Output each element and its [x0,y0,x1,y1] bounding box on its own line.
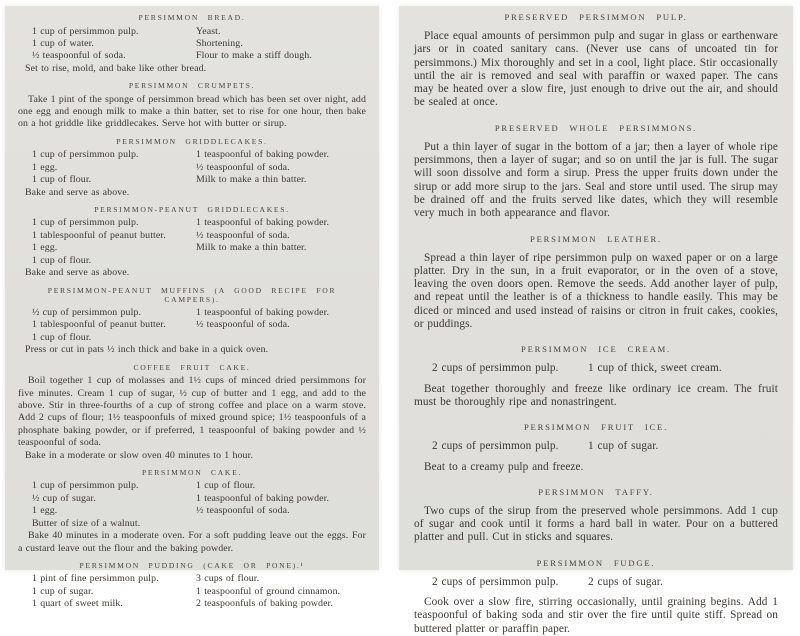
ingredient-cell: ½ teaspoonful of soda. [32,50,126,62]
ingredient-list [432,362,778,375]
ingredient-list [32,217,366,267]
ingredient-cell: ½ teaspoonful of soda. [196,505,290,517]
recipe-section-persimmon-peanut-muffins [18,286,366,357]
ingredient-cell: ½ cup of persimmon pulp. [32,307,142,318]
recipe-section-persimmon-leather [414,234,778,332]
ingredient-row [32,174,366,186]
section-heading: PRESERVED WHOLE PERSIMMONS. [494,122,698,133]
section-heading: PERSIMMON PUDDING (CAKE OR PONE).¹ [79,560,305,570]
recipe-section-coffee-fruit-cake [18,363,366,462]
recipe-section-persimmon-cake [18,468,366,555]
recipe-section-persimmon-peanut-griddlecakes [18,205,366,280]
section-heading: PRESERVED PERSIMMON PULP. [504,12,688,22]
section-heading: PERSIMMON ICE CREAM. [521,344,671,355]
ingredient-cell: Flour to make a stiff dough. [196,50,312,62]
ingredient-row [32,573,366,585]
ingredient-cell: 1 cup of persimmon pulp. [32,217,139,229]
ingredient-cell: 1 cup of thick, sweet cream. [588,362,722,375]
section-heading: PERSIMMON CAKE. [141,467,243,477]
direction-line: Bake and serve as above. [25,267,130,279]
recipe-paragraph: Boil together 1 cup of molasses and 1½ cups of minced dried persimmons for five minutes. Cream 1 cup of sugar, ½ cup of butter and 1 egg, and add to the above. Stir in three-fourths of a cup of strong coffee and place on a warm stove. Add 2 cups of flour; 1½ teaspoonfuls of mixed ground spice; 1½ teaspoonfuls of a phosphate baking powder, or if preferred, 1 teaspoonful of baking powder and ½ teaspoonful of soda. [18,375,366,449]
ingredient-row [32,162,366,174]
ingredient-row [32,26,366,38]
recipe-paragraph: Cook over a slow fire, stirring occasionally, until graining begins. Add 1 teaspoonful of baking soda and stir over the fire until quite stiff. Spread on buttered platter or paraffin paper. [414,596,778,635]
ingredient-cell: Butter of size of a walnut. [32,517,141,529]
section-heading: PERSIMMON TAFFY. [538,486,654,497]
ingredient-row [32,505,366,517]
recipe-section-persimmon-pudding [18,561,366,611]
ingredient-row [32,598,366,610]
ingredient-cell: 1 cup of flour. [32,331,92,343]
ingredient-row [32,319,366,331]
ingredient-cell: 2 cups of persimmon pulp. [432,440,559,453]
ingredient-row [32,255,366,267]
section-heading: PERSIMMON-PEANUT MUFFINS (A GOOD RECIPE FOR CAMPERS). [47,285,337,304]
recipe-paragraph: Put a thin layer of sugar in the bottom of a jar; then a layer of whole ripe persimmons, then a layer of sugar; and so on until the jar is full. The sugar will soon dissolve and form a sirup. Press the upper fruits down under the sirup or add more sirup to the jars. Seal and store until used. The sirup may be drained off and the fruits served like dates, which they will resemble very much in both appearance and flavor. [414,140,778,220]
recipe-section-persimmon-taffy [414,487,778,545]
ingredient-cell: 1 teaspoonful of baking powder. [196,492,330,504]
ingredient-cell: Milk to make a thin batter. [196,174,307,186]
ingredient-row [32,518,366,530]
ingredient-row [32,230,366,242]
ingredient-cell: 2 cups of sugar. [588,575,663,588]
ingredient-row [32,38,366,50]
ingredient-cell: 1 quart of sweet milk. [32,598,123,610]
ingredient-cell: Milk to make a thin batter. [196,242,307,254]
ingredient-cell: 1 cup of persimmon pulp. [32,480,139,492]
recipe-section-persimmon-ice-cream [414,344,778,409]
ingredient-row [32,332,366,344]
direction-line: Press or cut in pats ½ inch thick and bake in a quick oven. [25,344,269,356]
ingredient-cell: 1 teaspoonful of baking powder. [196,307,330,318]
ingredient-cell: 2 cups of persimmon pulp. [432,362,559,375]
section-heading: COFFEE FRUIT CAKE. [133,362,251,372]
ingredient-cell: 1 cup of water. [32,37,94,49]
ingredient-cell: 1 egg. [32,242,58,254]
ingredient-row [32,50,366,62]
recipe-section-preserved-persimmon-pulp [414,12,778,110]
ingredient-row [432,440,778,453]
recipe-paragraph: Beat together thoroughly and freeze like ordinary ice cream. The fruit must be thoroughly ripe and nonastringent. [414,382,778,408]
ingredient-cell: Yeast. [196,25,221,37]
ingredient-cell: 1 egg. [32,505,58,517]
section-heading: PERSIMMON FRUIT ICE. [523,422,669,433]
section-heading: PERSIMMON CRUMPETS. [128,81,256,91]
ingredient-cell: 2 teaspoonfuls of baking powder. [196,598,333,610]
ingredient-cell: 1 tablespoonful of peanut butter. [32,229,166,241]
ingredient-list [32,480,366,530]
ingredient-list [432,440,778,453]
left-page [5,6,379,610]
direction-line: Bake in a moderate or slow oven 40 minutes to 1 hour. [25,449,254,461]
ingredient-row [32,217,366,229]
ingredient-row [432,362,778,375]
recipe-section-persimmon-fudge [414,558,778,636]
recipe-paragraph: Bake 40 minutes in a moderate oven. For a soft pudding leave out the eggs. For a custard leave out the flour and the baking powder. [18,530,366,554]
ingredient-list [32,149,366,186]
recipe-section-persimmon-griddlecakes [18,137,366,199]
ingredient-cell: ½ teaspoonful of soda. [196,161,290,173]
recipe-paragraph: Two cups of the sirup from the preserved whole persimmons. Add 1 cup of sugar and cook until it forms a hard ball in water. Pour on a buttered platter and pull. Cut in sticks and squares. [414,504,778,544]
ingredient-cell: 1 teaspoonful of baking powder. [196,149,330,161]
recipe-paragraph: Spread a thin layer of ripe persimmon pulp on waxed paper or on a large platter. Dry in the sun, in a fruit evaporator, or in the oven of a stove, leaving the oven doors open. Remove the seeds. Add another layer of pulp, and repeat until the leather is of a thickness to handle easily. This may be diced or minced and used instead of raisins or citron in fruit cakes, cookies, or puddings. [414,251,778,331]
ingredient-cell: Shortening. [196,37,243,49]
ingredient-cell: 1 pint of fine persimmon pulp. [32,573,159,585]
section-heading: PERSIMMON-PEANUT GRIDDLECAKES. [94,204,290,214]
ingredient-cell: 1 cup of persimmon pulp. [32,149,139,161]
section-heading: PERSIMMON BREAD. [138,13,246,22]
recipe-paragraph: Place equal amounts of persimmon pulp and sugar in glass or earthenware jars or in coated sanitary cans. (Never use cans of uncoated tin for persimmons.) Mix thoroughly and set in a cool, light place. Stir occasionally until the air is removed and seal with paraffin or waxed paper. The cans may be heated over a slow fire, just enough to drive out the air, and should be sealed at once. [414,30,778,109]
ingredient-cell: 1 cup of flour. [196,480,256,492]
ingredient-row [32,242,366,254]
ingredient-cell: ½ cup of sugar. [32,492,96,504]
ingredient-cell: 1 cup of sugar. [32,585,94,597]
ingredient-row [32,307,366,319]
ingredient-list [32,26,366,63]
ingredient-row [32,493,366,505]
ingredient-cell: 1 cup of sugar. [588,440,659,453]
ingredient-row [32,149,366,161]
right-page [399,6,793,635]
recipe-paragraph: Take 1 pint of the sponge of persimmon bread which has been set over night, add one egg and enough milk to make a thin batter, set to rise for one hour, then bake on a hot griddle like griddlecakes. Serve hot with butter or sirup. [18,93,366,130]
direction-line: Bake and serve as above. [25,186,130,198]
ingredient-cell: 1 cup of flour. [32,174,92,186]
ingredient-list [32,573,366,610]
ingredient-cell: 1 teaspoonful of ground cinnamon. [196,585,341,597]
direction-line: Set to rise, mold, and bake like other bread. [25,62,207,74]
ingredient-cell: 3 cups of flour. [196,573,260,585]
ingredient-cell: 1 tablespoonful of peanut butter. [32,319,166,331]
section-heading: PERSIMMON GRIDDLECAKES. [116,136,268,146]
ingredient-cell: 2 cups of persimmon pulp. [432,575,559,588]
section-heading: PERSIMMON FUDGE. [536,557,656,568]
recipe-paragraph: Beat to a creamy pulp and freeze. [424,460,584,473]
ingredient-row [32,586,366,598]
ingredient-list [432,576,778,589]
ingredient-cell: 1 egg. [32,161,58,173]
ingredient-row [432,576,778,589]
ingredient-cell: 1 cup of flour. [32,254,92,266]
ingredient-row [32,480,366,492]
recipe-section-persimmon-fruit-ice [414,422,778,474]
ingredient-cell: ½ teaspoonful of soda. [196,319,290,331]
ingredient-cell: 1 cup of persimmon pulp. [32,25,139,37]
recipe-section-persimmon-crumpets [18,81,366,131]
ingredient-cell: ½ teaspoonful of soda. [196,229,290,241]
ingredient-list [32,307,366,344]
recipe-section-persimmon-bread [18,13,366,75]
section-heading: PERSIMMON LEATHER. [530,233,662,244]
recipe-section-preserved-whole-persimmons [414,123,778,221]
ingredient-cell: 1 teaspoonful of baking powder. [196,217,330,229]
